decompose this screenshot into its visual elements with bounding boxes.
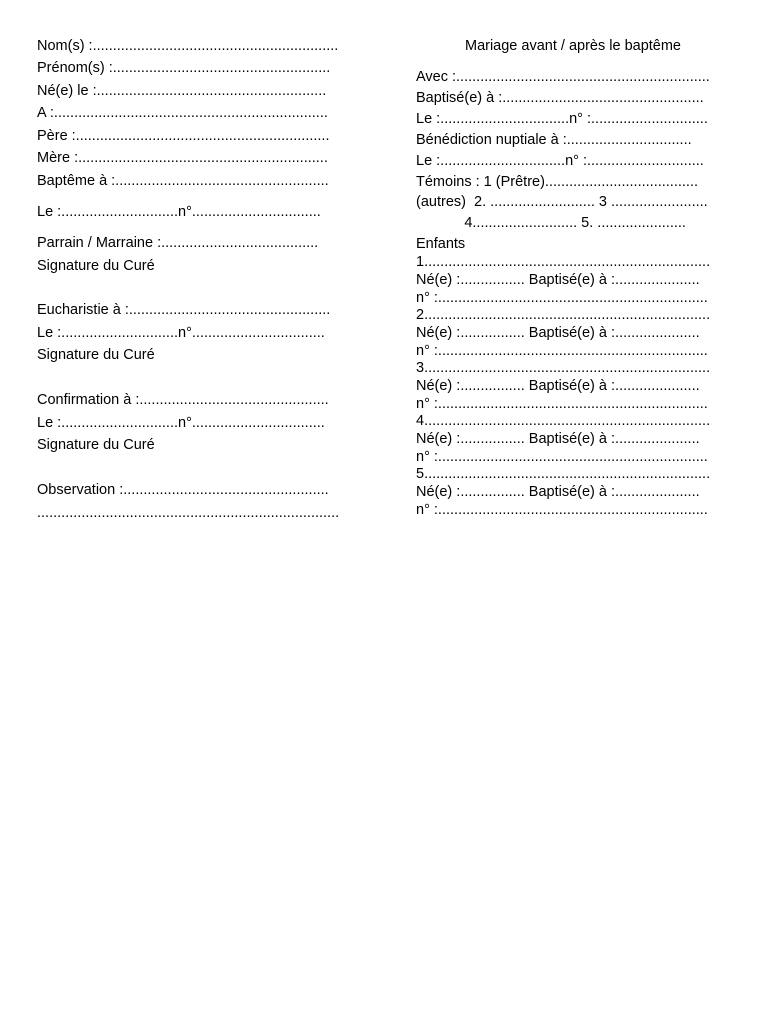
eucharist-date-field: Le :.............................n°................................. — [37, 325, 325, 341]
child-number-line: n° :................................................................... — [416, 396, 708, 412]
prenoms-field: Prénom(s) :...................................................... — [37, 60, 331, 76]
child-birth-baptism-line: Né(e) :................ Baptisé(e) à :..................... — [416, 431, 700, 447]
baptism-date-field: Le :.............................n°................................ — [37, 204, 321, 220]
nuptial-blessing-field: Bénédiction nuptiale à :............................... — [416, 132, 692, 148]
baptism-place-field: Baptême à :..................................................... — [37, 173, 329, 189]
marriage-heading: Mariage avant / après le baptême — [464, 38, 681, 54]
child-birth-baptism-line: Né(e) :................ Baptisé(e) à :..................... — [416, 484, 700, 500]
confirmation-date-field: Le :.............................n°................................. — [37, 415, 325, 431]
child-birth-baptism-line: Né(e) :................ Baptisé(e) à :..................... — [416, 325, 700, 341]
child-birth-baptism-line: Né(e) :................ Baptisé(e) à :..................... — [416, 272, 700, 288]
other-witnesses-field: 4.......................... 5. ...................... — [416, 215, 686, 231]
priest-signature-label: Signature du Curé — [37, 437, 155, 453]
child-number-line: n° :................................................................... — [416, 502, 708, 518]
child-line: 2....................................................................... — [416, 307, 711, 323]
mother-field: Mère :.............................................................. — [37, 150, 328, 166]
spouse-baptism-date-field: Le :................................n° :............................. — [416, 111, 708, 127]
child-line: 1....................................................................... — [416, 254, 711, 270]
godparents-field: Parrain / Marraine :....................................... — [37, 235, 319, 251]
child-number-line: n° :................................................................... — [416, 449, 708, 465]
noms-field: Nom(s) :............................................................. — [37, 38, 339, 54]
child-line: 4....................................................................... — [416, 413, 711, 429]
priest-signature-label: Signature du Curé — [37, 258, 155, 274]
nuptial-blessing-date-field: Le :...............................n° :............................. — [416, 153, 704, 169]
children-heading: Enfants — [416, 236, 466, 252]
other-witnesses-field: (autres) 2. .......................... 3 ........................ — [416, 194, 708, 210]
priest-signature-label: Signature du Curé — [37, 347, 155, 363]
observation-continuation: ........................................................................... — [37, 505, 340, 521]
witnesses-field: Témoins : 1 (Prêtre)...................................... — [416, 174, 699, 190]
spouse-field: Avec :............................................................... — [416, 69, 710, 85]
child-line: 3....................................................................... — [416, 360, 711, 376]
confirmation-place-field: Confirmation à :............................................... — [37, 392, 329, 408]
eucharist-place-field: Eucharistie à :.................................................. — [37, 302, 331, 318]
spouse-baptism-field: Baptisé(e) à :.................................................. — [416, 90, 704, 106]
child-line: 5....................................................................... — [416, 466, 711, 482]
child-number-line: n° :................................................................... — [416, 290, 708, 306]
observation-field: Observation :................................................... — [37, 482, 329, 498]
father-field: Père :............................................................... — [37, 128, 330, 144]
birth-date-field: Né(e) le :......................................................... — [37, 83, 327, 99]
child-number-line: n° :................................................................... — [416, 343, 708, 359]
child-birth-baptism-line: Né(e) :................ Baptisé(e) à :..................... — [416, 378, 700, 394]
birth-place-field: A :.................................................................... — [37, 105, 328, 121]
